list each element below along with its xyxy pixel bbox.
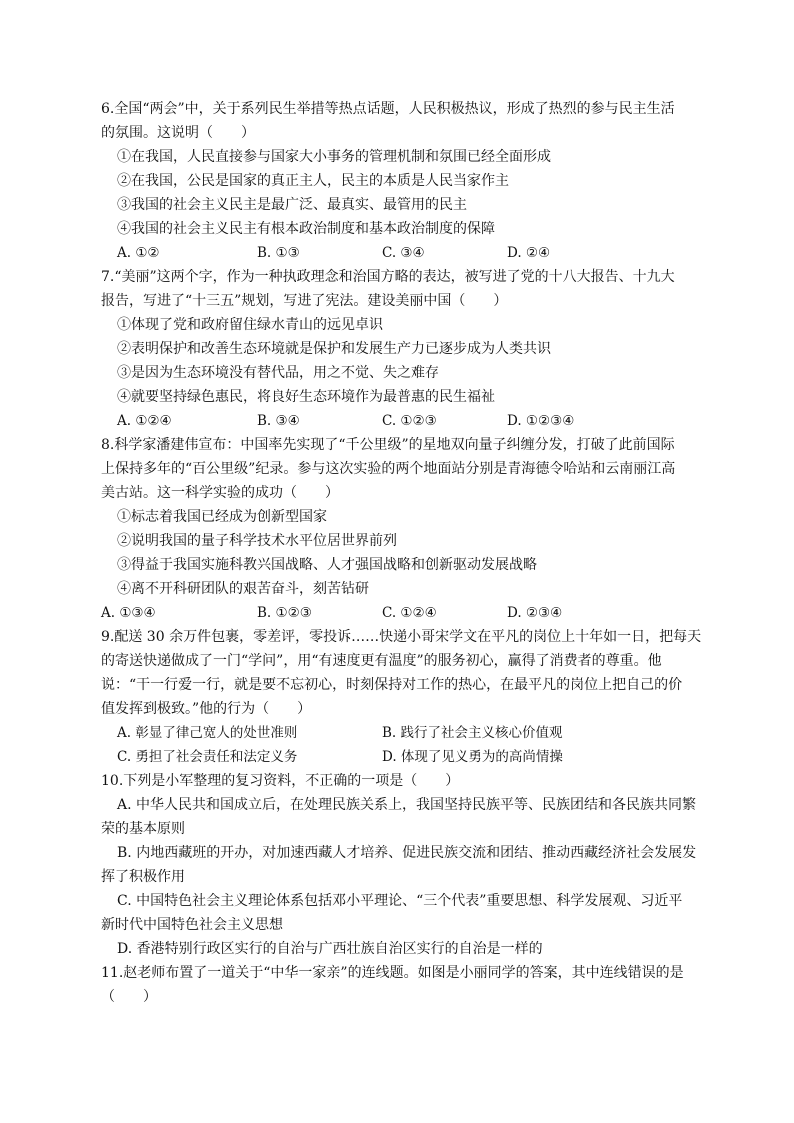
option-b: B. 内地西藏班的开办，对加速西藏人才培养、促进民族交流和团结、推动西藏经济社会发展发 xyxy=(117,845,697,861)
statement-item: ③我国的社会主义民主是最广泛、最真实、最管用的民主 xyxy=(117,197,467,213)
question-11 xyxy=(101,961,701,1009)
question-8 xyxy=(101,433,701,625)
option-d: D. 香港特别行政区实行的自治与广西壮族自治区实行的自治是一样的 xyxy=(117,941,543,957)
answer-options xyxy=(101,601,701,625)
option-d: D. ②③④ xyxy=(507,605,563,621)
statement-item: ①体现了党和政府留住绿水青山的远见卓识 xyxy=(117,317,383,333)
option-d: D. ②④ xyxy=(507,245,551,261)
statement-item: ②表明保护和改善生态环境就是保护和发展生产力已逐步成为人类共识 xyxy=(117,341,551,357)
question-stem-line: 报告，写进了“十三五”规划，写进了宪法。建设美丽中国（ ） xyxy=(101,293,508,309)
question-stem-line: 11.赵老师布置了一道关于“中华一家亲”的连线题。如图是小丽同学的答案，其中连线错误的是 xyxy=(101,965,684,981)
question-stem-line: 7.“美丽”这两个字，作为一种执政理念和治国方略的表达，被写进了党的十八大报告、十九大 xyxy=(101,269,675,285)
option-b: B. ③④ xyxy=(257,413,300,429)
statement-item: ③得益于我国实施科教兴国战略、人才强国战略和创新驱动发展战略 xyxy=(117,557,537,573)
answer-options xyxy=(101,745,701,769)
statement-item: ②说明我国的量子科学技术水平位居世界前列 xyxy=(117,533,397,549)
option-d: D. ①②③④ xyxy=(507,413,575,429)
question-stem-line: 说：“干一行爱一行，就是要不忘初心，时刻保持对工作的热心，在最平凡的岗位上把自己的价 xyxy=(101,677,683,693)
option-a: A. ①③④ xyxy=(101,605,156,621)
option-c: C. 中国特色社会主义理论体系包括邓小平理论、“三个代表”重要思想、科学发展观、习近平 xyxy=(117,893,683,909)
question-stem-line: 的寄送快递做成了一门“学问”，用“有速度更有温度”的服务初心，赢得了消费者的尊重。他 xyxy=(101,653,662,669)
option-c: C. 勇担了社会责任和法定义务 xyxy=(117,749,298,765)
option-b-continued: 挥了积极作用 xyxy=(101,869,185,885)
option-c-continued: 新时代中国特色社会主义思想 xyxy=(101,917,283,933)
statement-item: ④就要坚持绿色惠民，将良好生态环境作为最普惠的民生福祉 xyxy=(117,389,495,405)
option-b: B. 践行了社会主义核心价值观 xyxy=(382,725,563,741)
option-a: A. ①② xyxy=(117,245,160,261)
question-stem-line: 值发挥到极致。”他的行为（ ） xyxy=(101,701,312,717)
question-10 xyxy=(101,769,701,961)
option-b: B. ①②③ xyxy=(257,605,312,621)
statement-item: ④我国的社会主义民主有根本政治制度和基本政治制度的保障 xyxy=(117,221,495,237)
option-a: A. 彰显了律己宽人的处世准则 xyxy=(117,725,298,741)
statement-item: ③是因为生态环境没有替代品，用之不觉、失之难存 xyxy=(117,365,439,381)
option-c: C. ①②④ xyxy=(382,605,437,621)
option-a: A. ①②④ xyxy=(117,413,172,429)
statement-item: ①标志着我国已经成为创新型国家 xyxy=(117,509,327,525)
option-c: C. ③④ xyxy=(382,245,425,261)
question-9 xyxy=(101,625,701,769)
question-7 xyxy=(101,265,701,433)
statement-item: ①在我国，人民直接参与国家大小事务的管理机制和氛围已经全面形成 xyxy=(117,149,551,165)
answer-options xyxy=(101,721,701,745)
question-stem-line: 上保持多年的“百公里级”纪录。参与这次实验的两个地面站分别是青海德令哈站和云南丽江高 xyxy=(101,461,676,477)
question-stem-line: 的氛围。这说明（ ） xyxy=(101,125,255,141)
question-stem-line: （ ） xyxy=(101,989,157,1005)
question-stem-line: 美古站。这一科学实验的成功（ ） xyxy=(101,485,339,501)
question-stem-line: 10.下列是小军整理的复习资料，不正确的一项是（ ） xyxy=(101,773,460,789)
option-d: D. 体现了见义勇为的高尚情操 xyxy=(382,749,563,765)
option-c: C. ①②③ xyxy=(382,413,437,429)
question-stem-line: 8.科学家潘建伟宣布：中国率先实现了“千公里级”的星地双向量子纠缠分发，打破了此前国际 xyxy=(101,437,675,453)
exam-page xyxy=(101,97,701,1009)
answer-options xyxy=(101,409,701,433)
option-a-continued: 荣的基本原则 xyxy=(101,821,185,837)
statement-item: ④离不开科研团队的艰苦奋斗，刻苦钻研 xyxy=(117,581,369,597)
question-6 xyxy=(101,97,701,265)
question-stem-line: 9.配送 30 余万件包裹，零差评，零投诉……快递小哥宋学文在平凡的岗位上十年如一日，把每天 xyxy=(101,629,701,645)
option-b: B. ①③ xyxy=(257,245,300,261)
statement-item: ②在我国，公民是国家的真正主人，民主的本质是人民当家作主 xyxy=(117,173,509,189)
option-a: A. 中华人民共和国成立后，在处理民族关系上，我国坚持民族平等、民族团结和各民族共同繁 xyxy=(117,797,697,813)
question-stem-line: 6.全国“两会”中，关于系列民生举措等热点话题，人民积极热议，形成了热烈的参与民主生活 xyxy=(101,101,675,117)
answer-options xyxy=(101,241,701,265)
